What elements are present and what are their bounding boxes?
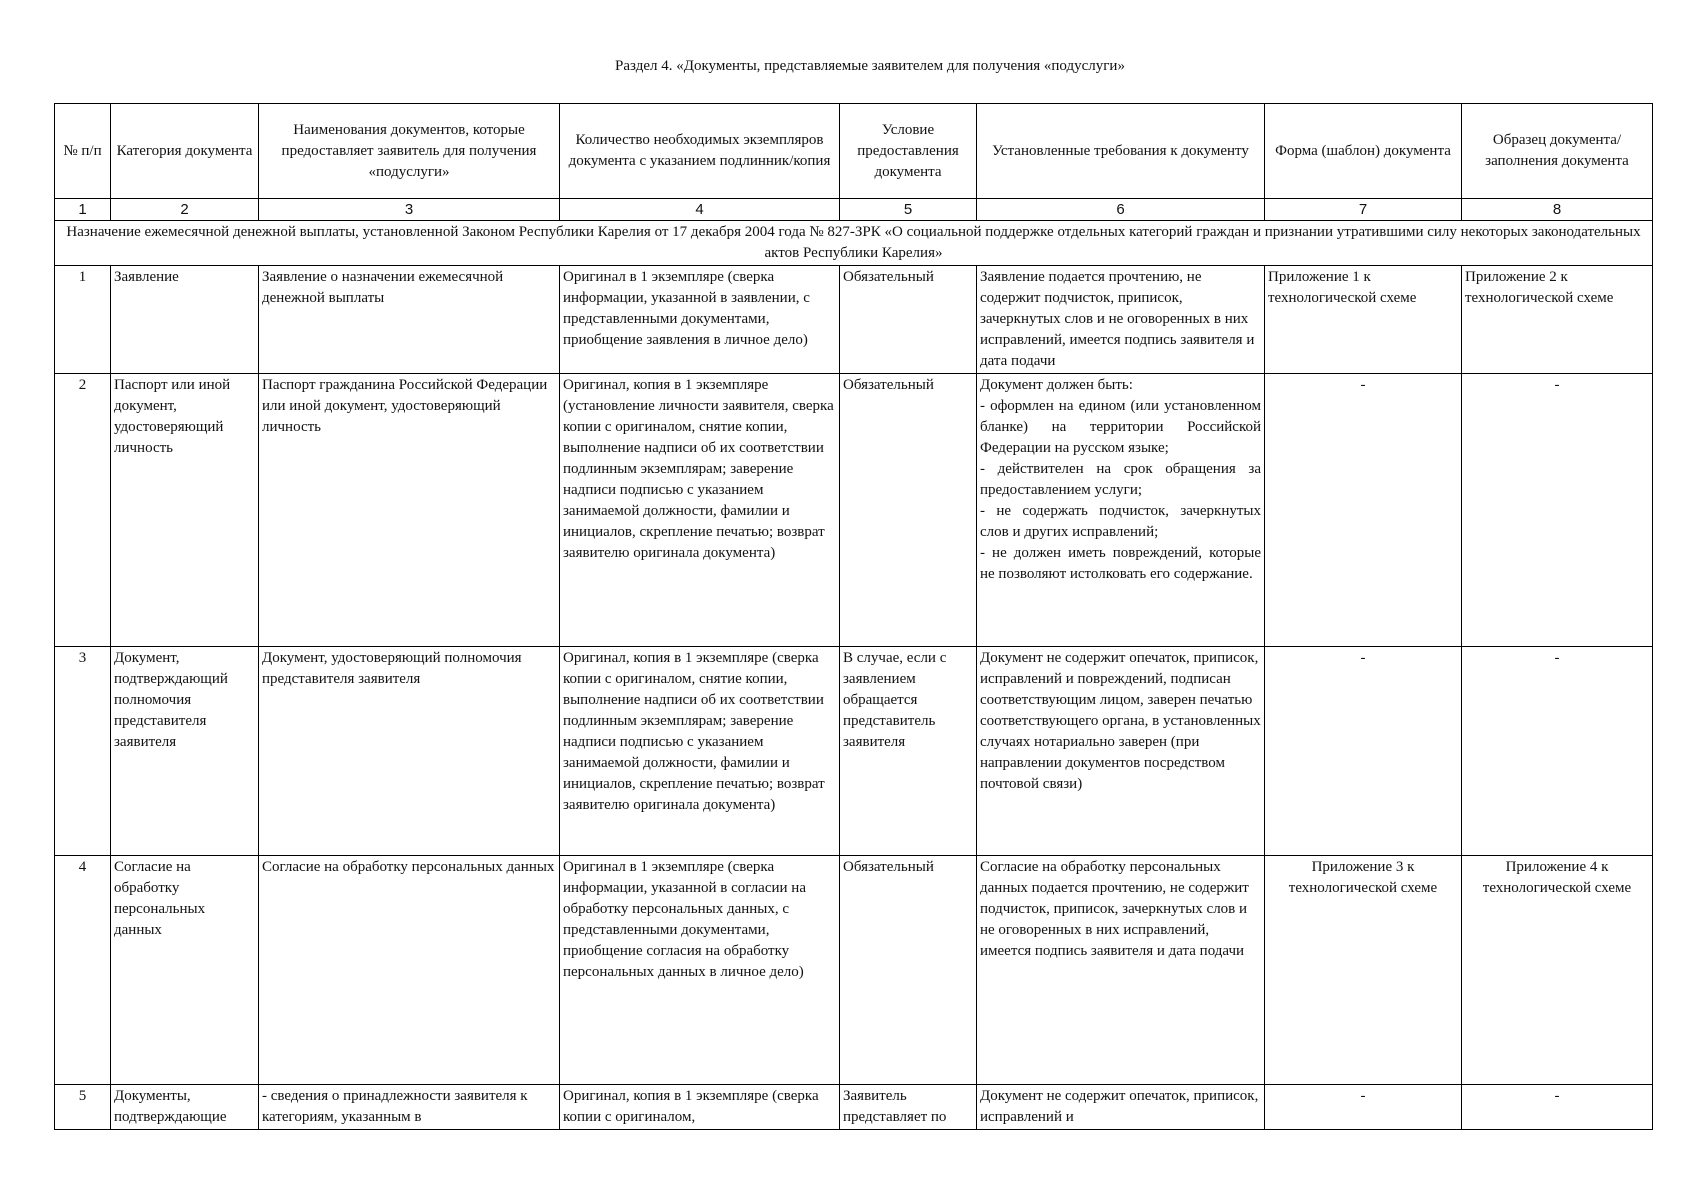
row-quantity: Оригинал в 1 экземпляре (сверка информации, указанной в согласии на обработку персональных данных, с представленными документами, приобщение согласия на обработку персональных данных в личное дело) — [560, 856, 840, 1085]
row-num: 2 — [55, 374, 111, 647]
header-num: № п/п — [55, 104, 111, 199]
table-row — [55, 374, 1653, 647]
row-condition: Обязательный — [840, 266, 977, 374]
section-title: Назначение ежемесячной денежной выплаты, установленной Законом Республики Карелия от 17 декабря 2004 года № 827-ЗРК «О социальной поддержке отдельных категорий граждан и признании утратившими силу некоторых законодательных актов Республики Карелия» — [55, 221, 1653, 266]
row-num: 3 — [55, 647, 111, 856]
row-category: Документ, подтверждающий полномочия представителя заявителя — [111, 647, 259, 856]
table-row — [55, 1085, 1653, 1130]
column-number: 3 — [259, 199, 560, 221]
requirement-line: Документ должен быть: — [980, 377, 1133, 393]
row-category: Заявление — [111, 266, 259, 374]
header-category: Категория документа — [111, 104, 259, 199]
row-num: 1 — [55, 266, 111, 374]
row-sample: - — [1462, 1085, 1653, 1130]
column-number: 1 — [55, 199, 111, 221]
row-category: Согласие на обработку персональных данных — [111, 856, 259, 1085]
column-number: 2 — [111, 199, 259, 221]
page-title: Раздел 4. «Документы, представляемые заявителем для получения «подуслуги» — [615, 58, 1125, 74]
row-requirements — [977, 374, 1265, 647]
column-number: 5 — [840, 199, 977, 221]
row-requirements: Заявление подается прочтению, не содержит подчисток, приписок, зачеркнутых слов и не оговоренных в них исправлений, имеется подпись заявителя и дата подачи — [977, 266, 1265, 374]
requirement-line: - оформлен на едином (или установленном бланке) на территории Российской Федерации на русском языке; — [980, 398, 1261, 456]
header-requirements: Установленные требования к документу — [977, 104, 1265, 199]
row-form: - — [1265, 647, 1462, 856]
requirement-line: - не должен иметь повреждений, которые не позволяют истолковать его содержание. — [980, 545, 1261, 582]
row-form: Приложение 3 к технологической схеме — [1265, 856, 1462, 1085]
row-name: Паспорт гражданина Российской Федерации или иной документ, удостоверяющий личность — [259, 374, 560, 647]
header-condition: Условие предоставления документа — [840, 104, 977, 199]
row-form: Приложение 1 к технологической схеме — [1265, 266, 1462, 374]
row-condition: Обязательный — [840, 856, 977, 1085]
row-requirements: Документ не содержит опечаток, приписок, исправлений и повреждений, подписан соответствующим лицом, заверен печатью соответствующего органа, в установленных случаях нотариально заверен (при направлении документов посредством почтовой связи) — [977, 647, 1265, 856]
row-form: - — [1265, 374, 1462, 647]
requirement-line: - не содержать подчисток, зачеркнутых слов и других исправлений; — [980, 503, 1261, 540]
row-quantity: Оригинал, копия в 1 экземпляре (сверка копии с оригиналом, снятие копии, выполнение надписи об их соответствии подлинным экземплярам; заверение надписи подписью с указанием занимаемой должности, фамилии и инициалов, скрепление печатью; возврат заявителю оригинала документа) — [560, 647, 840, 856]
row-quantity: Оригинал, копия в 1 экземпляре (сверка копии с оригиналом, — [560, 1085, 840, 1130]
row-requirements: Документ не содержит опечаток, приписок, исправлений и — [977, 1085, 1265, 1130]
header-quantity: Количество необходимых экземпляров документа с указанием подлинник/копия — [560, 104, 840, 199]
documents-table — [54, 103, 1653, 1130]
row-num: 4 — [55, 856, 111, 1085]
section-row — [55, 221, 1653, 266]
column-number: 7 — [1265, 199, 1462, 221]
row-category: Документы, подтверждающие — [111, 1085, 259, 1130]
header-sample: Образец документа/заполнения документа — [1462, 104, 1653, 199]
column-numbers-row — [55, 199, 1653, 221]
row-condition: Обязательный — [840, 374, 977, 647]
row-name: Заявление о назначении ежемесячной денежной выплаты — [259, 266, 560, 374]
row-form: - — [1265, 1085, 1462, 1130]
row-condition: В случае, если с заявлением обращается представитель заявителя — [840, 647, 977, 856]
table-row — [55, 647, 1653, 856]
row-sample: - — [1462, 374, 1653, 647]
row-requirements: Согласие на обработку персональных данных подается прочтению, не содержит подчисток, приписок, зачеркнутых слов и не оговоренных в них исправлений, имеется подпись заявителя и дата подачи — [977, 856, 1265, 1085]
table-row — [55, 266, 1653, 374]
row-num: 5 — [55, 1085, 111, 1130]
column-number: 8 — [1462, 199, 1653, 221]
header-form: Форма (шаблон) документа — [1265, 104, 1462, 199]
column-number: 6 — [977, 199, 1265, 221]
row-condition: Заявитель представляет по — [840, 1085, 977, 1130]
row-name: - сведения о принадлежности заявителя к категориям, указанным в — [259, 1085, 560, 1130]
row-sample: Приложение 4 к технологической схеме — [1462, 856, 1653, 1085]
row-sample: Приложение 2 к технологической схеме — [1462, 266, 1653, 374]
row-quantity: Оригинал в 1 экземпляре (сверка информации, указанной в заявлении, с представленными документами, приобщение заявления в личное дело) — [560, 266, 840, 374]
requirement-line: - действителен на срок обращения за предоставлением услуги; — [980, 461, 1261, 498]
row-name: Согласие на обработку персональных данных — [259, 856, 560, 1085]
header-name: Наименования документов, которые предоставляет заявитель для получения «подуслуги» — [259, 104, 560, 199]
row-name: Документ, удостоверяющий полномочия представителя заявителя — [259, 647, 560, 856]
row-category: Паспорт или иной документ, удостоверяющий личность — [111, 374, 259, 647]
row-quantity: Оригинал, копия в 1 экземпляре (установление личности заявителя, сверка копии с оригиналом, снятие копии, выполнение надписи об их соответствии подлинным экземплярам; заверение надписи подписью с указанием занимаемой должности, фамилии и инициалов, скрепление печатью; возврат заявителю оригинала документа) — [560, 374, 840, 647]
row-sample: - — [1462, 647, 1653, 856]
table-row — [55, 856, 1653, 1085]
column-number: 4 — [560, 199, 840, 221]
header-row — [55, 104, 1653, 199]
